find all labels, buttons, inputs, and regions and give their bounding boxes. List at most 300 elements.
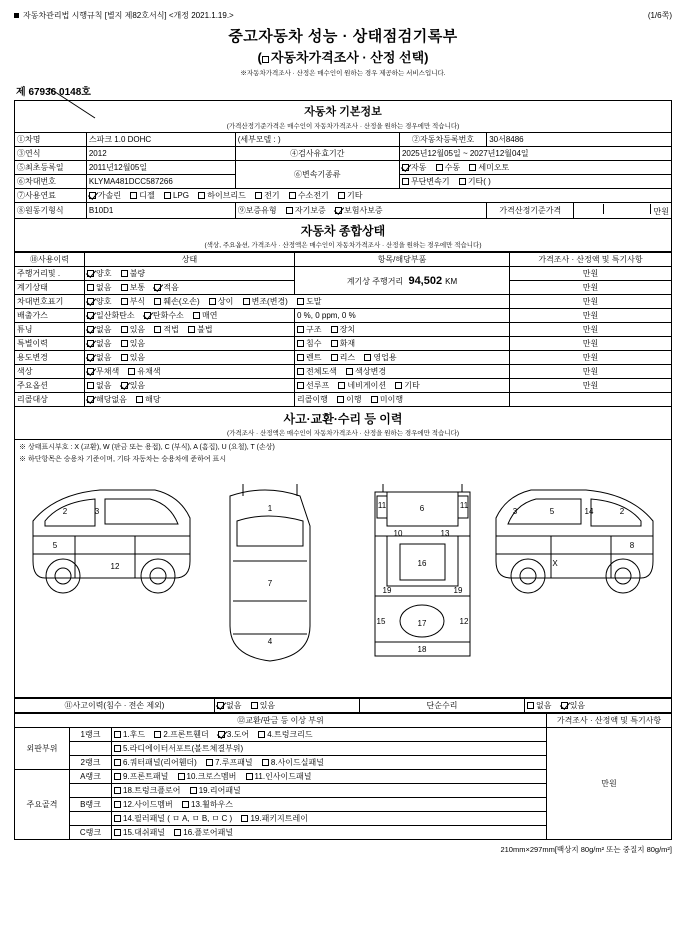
row-label-options: 주요옵션: [15, 379, 85, 393]
row-state-color: [85, 365, 295, 379]
label-year: ③연식: [15, 147, 87, 161]
mileage-opt-bad[interactable]: 불량: [121, 268, 145, 279]
price-meter: 만원: [510, 281, 672, 295]
svg-text:1: 1: [267, 504, 273, 513]
price-tuning: 만원: [510, 323, 672, 337]
car-diagrams: [15, 466, 671, 678]
trans-opt-cvt-checkbox[interactable]: [402, 178, 409, 185]
part-dash-panel[interactable]: 15.대쉬패널: [114, 827, 165, 838]
basic-info-band-title: 자동차 기본정보: [304, 106, 382, 118]
basic-info-band-note: (가격산정기준가격은 매수인이 자동차가격조사 · 산정을 원하는 경우에만 적습니다): [226, 123, 460, 130]
tuning-opt-illegal[interactable]: 불법: [188, 324, 212, 335]
row-state-options: [85, 379, 295, 393]
label-plate: ②자동차등록번호: [399, 133, 486, 147]
part-door-checkbox[interactable]: [218, 731, 225, 738]
tuning-opt-yes[interactable]: 있음: [121, 324, 145, 335]
recall-item-done[interactable]: 이행: [337, 394, 361, 405]
options-opt-yes[interactable]: 있음: [121, 380, 145, 391]
svg-text:13: 13: [440, 529, 450, 538]
value-car-name: 스파크 1.0 DOHC: [86, 133, 235, 147]
parts-rank-blank2: [70, 784, 112, 798]
svg-text:18: 18: [417, 645, 427, 654]
tuning-opt-none-checkbox[interactable]: [87, 326, 94, 333]
trans-opt-other-checkbox[interactable]: [459, 178, 466, 185]
fuel-opt-gasoline-checkbox[interactable]: [89, 192, 96, 199]
svg-text:19: 19: [453, 586, 463, 595]
usechange-item-lease[interactable]: 리스: [331, 352, 355, 363]
accident-opt-none[interactable]: 없음: [217, 700, 241, 711]
svg-text:6: 6: [419, 504, 425, 513]
price-vin-mark: 만원: [510, 295, 672, 309]
fuel-opt-hydrogen-checkbox[interactable]: [289, 192, 296, 199]
svg-text:8: 8: [629, 541, 635, 550]
svg-text:11: 11: [377, 501, 387, 510]
color-item-changed-checkbox[interactable]: [346, 368, 353, 375]
repair-opt-none-checkbox[interactable]: [527, 702, 534, 709]
emission-opt-hc[interactable]: 탄화수소: [144, 310, 184, 321]
svg-text:12: 12: [110, 562, 120, 571]
svg-text:4: 4: [267, 637, 273, 646]
parts-rank-a: A랭크: [70, 770, 112, 784]
svg-text:3: 3: [512, 507, 518, 516]
label-simple-repair: 단순수리: [360, 699, 525, 713]
part-side-member-checkbox[interactable]: [114, 801, 121, 808]
simple-repair-options: [525, 699, 672, 713]
color-opt-chromatic[interactable]: 유채색: [128, 366, 160, 377]
part-rear-panel-checkbox[interactable]: [190, 787, 197, 794]
tuning-opt-legal[interactable]: 적법: [154, 324, 178, 335]
accident-opt-yes[interactable]: 있음: [251, 700, 275, 711]
options-item-navigation-checkbox[interactable]: [338, 382, 345, 389]
color-item-repaint-checkbox[interactable]: [297, 368, 304, 375]
part-front-fender[interactable]: 2.프론트휀더: [154, 729, 208, 740]
usechange-item-lease-checkbox[interactable]: [331, 354, 338, 361]
emission-values: 0 %, 0 ppm, 0 %: [295, 309, 510, 323]
part-package-tray[interactable]: 19.패키지트레이: [241, 813, 308, 824]
value-first-registration: 2011년12월05일: [86, 161, 235, 175]
label-car-name: ①차명: [15, 133, 87, 147]
recall-item-notdone-checkbox[interactable]: [371, 396, 378, 403]
svg-text:12: 12: [459, 617, 469, 626]
row-state-special: [85, 337, 295, 351]
mileage-opt-good[interactable]: 양호: [87, 268, 111, 279]
price-color: 만원: [510, 365, 672, 379]
part-radiator-support[interactable]: 5.라디에이터서포트(볼트체결부위): [114, 743, 243, 754]
usechange-opt-yes-checkbox[interactable]: [121, 354, 128, 361]
fuel-opt-hybrid-checkbox[interactable]: [198, 192, 205, 199]
label-first-registration: ⑤최초등록일: [15, 161, 87, 175]
usechange-item-commercial-checkbox[interactable]: [364, 354, 371, 361]
emission-opt-co-checkbox[interactable]: [87, 312, 94, 319]
transmission-options-row1: [399, 161, 671, 175]
part-trunk-floor[interactable]: 18.트렁크플로어: [114, 785, 181, 796]
vinmark-opt-different[interactable]: 상이: [209, 296, 233, 307]
usechange-items: [295, 351, 510, 365]
recall-opt-yes-checkbox[interactable]: [136, 396, 143, 403]
parts-table: [14, 713, 672, 840]
recall-performed-label: 리콜이행: [297, 395, 328, 404]
vinmark-opt-erased[interactable]: 도말: [297, 296, 321, 307]
subtitle-paren-close: ): [424, 50, 429, 65]
repair-opt-yes-checkbox[interactable]: [561, 702, 568, 709]
part-floor-panel-checkbox[interactable]: [174, 829, 181, 836]
repair-opt-yes[interactable]: 있음: [561, 700, 585, 711]
part-inside-panel-checkbox[interactable]: [246, 773, 253, 780]
part-quarter-panel[interactable]: 6.쿼터패널(리어휀더): [114, 757, 197, 768]
basic-info-table: [14, 100, 672, 219]
accident-opt-none-checkbox[interactable]: [217, 702, 224, 709]
value-year: 2012: [86, 147, 235, 161]
svg-text:7: 7: [267, 579, 273, 588]
repair-opt-none[interactable]: 없음: [527, 700, 551, 711]
svg-text:2: 2: [619, 507, 625, 516]
title-block: [14, 25, 672, 77]
value-inspection-period: 2025년12월05일 ~ 2027년12월04일: [399, 147, 671, 161]
part-front-fender-checkbox[interactable]: [154, 731, 161, 738]
options-item-other[interactable]: 기타: [395, 380, 419, 391]
trans-opt-auto-checkbox[interactable]: [402, 164, 409, 171]
color-item-repaint[interactable]: 전체도색: [297, 366, 337, 377]
mileage-opt-good-checkbox[interactable]: [87, 270, 94, 277]
recall-item-notdone[interactable]: 미이행: [371, 394, 403, 405]
vinmark-opt-altered[interactable]: 변조(변경): [243, 296, 288, 307]
usechange-item-commercial[interactable]: 영업용: [364, 352, 396, 363]
options-item-sunroof-checkbox[interactable]: [297, 382, 304, 389]
svg-text:16: 16: [417, 559, 427, 568]
header-regulation-text: 자동차관리법 시행규칙 [별지 제82호서식] <개정 2021.1.19.>: [23, 11, 234, 20]
parts-title: ⑫교환/판금 등 이상 부위: [15, 714, 547, 728]
recall-items: [295, 393, 510, 407]
accident-band-title: 사고·교환·수리 등 이력: [283, 412, 403, 426]
part-trunk-lid-checkbox[interactable]: [258, 731, 265, 738]
part-front-panel-checkbox[interactable]: [114, 773, 121, 780]
warranty-opt-insurer[interactable]: 보험사보증: [335, 205, 383, 216]
document-number: 제 67936 0148호: [16, 87, 91, 98]
row-label-tuning: 튜닝: [15, 323, 85, 337]
recall-opt-none-checkbox[interactable]: [87, 396, 94, 403]
condition-band: [14, 219, 672, 252]
svg-text:3: 3: [94, 507, 100, 516]
special-item-flood-checkbox[interactable]: [297, 340, 304, 347]
color-item-changed[interactable]: 색상변경: [346, 366, 386, 377]
special-item-fire-checkbox[interactable]: [331, 340, 338, 347]
label-inspection-period: ④검사유효기간: [235, 147, 399, 161]
subtitle-option-label: 자동차가격조사 · 산정 선택: [270, 50, 425, 65]
emission-opt-smoke[interactable]: 매연: [193, 310, 217, 321]
trans-opt-auto[interactable]: 자동: [402, 162, 426, 173]
fuel-opt-diesel[interactable]: 디젤: [130, 190, 154, 201]
price-survey-checkbox[interactable]: [262, 56, 269, 63]
fuel-opt-lpg-checkbox[interactable]: [164, 192, 171, 199]
part-dash-panel-checkbox[interactable]: [114, 829, 121, 836]
part-package-tray-checkbox[interactable]: [241, 815, 248, 822]
trans-opt-manual[interactable]: 수동: [436, 162, 460, 173]
special-item-flood[interactable]: 침수: [297, 338, 321, 349]
part-pillar-panel-checkbox[interactable]: [114, 815, 121, 822]
part-roof-panel[interactable]: 7.루프패널: [206, 757, 253, 768]
vinmark-opt-damage[interactable]: 훼손(오손): [154, 296, 199, 307]
document-title: 중고자동차 성능 · 상태점검기록부: [228, 28, 458, 45]
warranty-opt-insurer-checkbox[interactable]: [335, 207, 342, 214]
vinmark-opt-damage-checkbox[interactable]: [154, 298, 161, 305]
svg-text:5: 5: [549, 507, 555, 516]
part-quarter-panel-checkbox[interactable]: [114, 759, 121, 766]
usechange-item-rent[interactable]: 렌트: [297, 352, 321, 363]
parts-price-head: 가격조사 · 산정액 및 특기사항: [547, 714, 672, 728]
emission-opt-smoke-checkbox[interactable]: [193, 312, 200, 319]
fuel-opt-electric-checkbox[interactable]: [255, 192, 262, 199]
svg-text:10: 10: [393, 529, 403, 538]
row-state-usechange: [85, 351, 295, 365]
car-diagram-svg: [15, 466, 671, 674]
color-opt-achromatic[interactable]: 무채색: [87, 366, 119, 377]
parts-row-frame-2: [112, 784, 547, 798]
svg-text:14: 14: [584, 507, 594, 516]
transmission-options-row2: [399, 175, 671, 189]
recall-item-done-checkbox[interactable]: [337, 396, 344, 403]
row-state-meter: [85, 281, 295, 295]
part-floor-panel[interactable]: 16.플로어패널: [174, 827, 233, 838]
parts-row-frame-4: [112, 812, 547, 826]
part-radiator-support-checkbox[interactable]: [114, 745, 121, 752]
fuel-opt-other[interactable]: 기타: [338, 190, 362, 201]
part-side-sill-checkbox[interactable]: [262, 759, 269, 766]
meter-opt-none-checkbox[interactable]: [87, 284, 94, 291]
parts-rank-c: C랭크: [70, 826, 112, 840]
row-label-mileage: 주행거리및 .: [15, 267, 85, 281]
value-base-price: [574, 203, 672, 219]
trans-opt-cvt[interactable]: 무단변속기: [402, 176, 450, 187]
fuel-options: [86, 189, 671, 203]
parts-row-ext-2: [112, 742, 547, 756]
part-hood[interactable]: 1.후드: [114, 729, 145, 740]
part-trunk-lid[interactable]: 4.트렁크리드: [258, 729, 312, 740]
parts-row-frame-5: [112, 826, 547, 840]
label-transmission: ⑥변속기종류: [235, 161, 399, 189]
condition-col-usage: ⑩사용이력: [15, 253, 85, 267]
tuning-opt-legal-checkbox[interactable]: [154, 326, 161, 333]
color-opt-chromatic-checkbox[interactable]: [128, 368, 135, 375]
tuning-opt-yes-checkbox[interactable]: [121, 326, 128, 333]
part-hood-checkbox[interactable]: [114, 731, 121, 738]
trans-opt-semiauto-checkbox[interactable]: [469, 164, 476, 171]
page-number: (1/6쪽): [647, 11, 672, 20]
part-pillar-panel[interactable]: 14.필러패널 ( ㅁ A, ㅁ B, ㅁ C ): [114, 813, 232, 824]
parts-row-frame-3: [112, 798, 547, 812]
meter-opt-few[interactable]: 적음: [154, 282, 178, 293]
tuning-opt-none[interactable]: 없음: [87, 324, 111, 335]
options-items: [295, 379, 510, 393]
title-note: ※자동차가격조사 · 산정은 매수인이 원하는 경우 제공하는 서비스입니다.: [240, 70, 446, 77]
parts-row-ext-1: [112, 728, 547, 742]
vinmark-opt-altered-checkbox[interactable]: [243, 298, 250, 305]
fuel-opt-gasoline[interactable]: 가솔린: [89, 190, 121, 201]
parts-row-frame-1: [112, 770, 547, 784]
part-side-member[interactable]: 12.사이드멤버: [114, 799, 173, 810]
svg-text:X: X: [552, 559, 558, 568]
part-rear-panel[interactable]: 19.리어패널: [190, 785, 241, 796]
tuning-opt-illegal-checkbox[interactable]: [188, 326, 195, 333]
part-side-sill[interactable]: 8.사이드실패널: [262, 757, 324, 768]
fuel-opt-other-checkbox[interactable]: [338, 192, 345, 199]
options-item-other-checkbox[interactable]: [395, 382, 402, 389]
warranty-opt-self-checkbox[interactable]: [286, 207, 293, 214]
svg-text:11: 11: [459, 501, 469, 510]
row-state-tuning: [85, 323, 295, 337]
vinmark-opt-erased-checkbox[interactable]: [297, 298, 304, 305]
meter-opt-normal-checkbox[interactable]: [121, 284, 128, 291]
options-item-navigation[interactable]: 네비게이션: [338, 380, 386, 391]
damage-diagram-section: [14, 440, 672, 698]
tuning-item-structure-checkbox[interactable]: [297, 326, 304, 333]
options-item-sunroof[interactable]: 선루프: [297, 380, 329, 391]
warranty-opt-self[interactable]: 자기보증: [286, 205, 326, 216]
condition-table: [14, 252, 672, 407]
usechange-opt-none[interactable]: 없음: [87, 352, 111, 363]
label-base-price: 가격산정기준가격: [487, 203, 574, 219]
fuel-opt-electric[interactable]: 전기: [255, 190, 279, 201]
parts-rank-blank1: [70, 742, 112, 756]
svg-text:17: 17: [417, 619, 427, 628]
accident-band-note: (가격조사 · 산정액은 매수인이 자동차가격조사 · 산정을 원하는 경우에만 적습니다): [226, 430, 460, 437]
part-cross-member-checkbox[interactable]: [178, 773, 185, 780]
document-header: [14, 10, 672, 21]
mileage-opt-bad-checkbox[interactable]: [121, 270, 128, 277]
signature-stroke-icon: [45, 86, 105, 120]
special-opt-yes[interactable]: 있음: [121, 338, 145, 349]
detail-model-value: ): [277, 135, 281, 144]
emission-opt-co[interactable]: 일산화탄소: [87, 310, 135, 321]
price-mileage: 만원: [510, 267, 672, 281]
color-opt-achromatic-checkbox[interactable]: [87, 368, 94, 375]
condition-band-note: (색상, 주요옵션, 가격조사 · 산정액은 매수인이 자동차가격조사 · 산정을 원하는 경우에만 적습니다): [204, 242, 482, 249]
paper-spec-footer: 210mm×297mm[백상지 80g/m² 또는 중질지 80g/m²]: [500, 845, 672, 854]
fuel-opt-hydrogen[interactable]: 수소전기: [289, 190, 329, 201]
price-emission: 만원: [510, 309, 672, 323]
svg-text:15: 15: [376, 617, 386, 626]
row-label-special: 특별이력: [15, 337, 85, 351]
base-price-unit: 만원: [653, 207, 669, 216]
parts-price-value: 만원: [547, 728, 672, 840]
trans-opt-other[interactable]: 기타( ): [459, 176, 491, 187]
condition-col-state: 상태: [85, 253, 295, 267]
usechange-item-rent-checkbox[interactable]: [297, 354, 304, 361]
price-options: 만원: [510, 379, 672, 393]
condition-band-title: 자동차 종합상태: [300, 224, 386, 238]
row-label-recall: 리콜대상: [15, 393, 85, 407]
options-opt-yes-checkbox[interactable]: [121, 382, 128, 389]
label-accident-history: ⑪사고이력(침수 · 전손 제외): [15, 699, 215, 713]
row-label-vin-mark: 차대번호표기: [15, 295, 85, 309]
label-detail-model: (세부모델 :: [237, 135, 278, 144]
price-special: 만원: [510, 337, 672, 351]
part-wheel-house[interactable]: 13.휠하우스: [182, 799, 233, 810]
odometer-value: 계기상 주행거리 94,502 KM: [295, 267, 510, 295]
row-label-meter: 계기상태: [15, 281, 85, 295]
parts-rank-2: 2랭크: [70, 756, 112, 770]
fuel-opt-hybrid[interactable]: 하이브리드: [198, 190, 246, 201]
parts-group-frame: 주요골격: [15, 770, 70, 840]
vinmark-opt-corrosion-checkbox[interactable]: [121, 298, 128, 305]
row-state-mileage: [85, 267, 295, 281]
vinmark-opt-different-checkbox[interactable]: [209, 298, 216, 305]
vinmark-opt-good-checkbox[interactable]: [87, 298, 94, 305]
price-usechange: 만원: [510, 351, 672, 365]
fuel-opt-diesel-checkbox[interactable]: [130, 192, 137, 199]
price-recall: [510, 393, 672, 407]
special-opt-yes-checkbox[interactable]: [121, 340, 128, 347]
row-label-usechange: 용도변경: [15, 351, 85, 365]
warranty-label: ⑨보증유형: [237, 206, 277, 215]
value-vin: KLYMA481DCC587266: [86, 175, 235, 189]
parts-rank-1: 1랭크: [70, 728, 112, 742]
trans-opt-manual-checkbox[interactable]: [436, 164, 443, 171]
svg-text:19: 19: [382, 586, 392, 595]
special-item-fire[interactable]: 화재: [331, 338, 355, 349]
row-label-emission: 배출가스: [15, 309, 85, 323]
emission-opt-hc-checkbox[interactable]: [144, 312, 151, 319]
parts-row-ext-3: [112, 756, 547, 770]
subtitle-paren-open: (: [257, 50, 262, 65]
part-cross-member[interactable]: 10.크로스멤버: [178, 771, 237, 782]
tuning-item-structure[interactable]: 구조: [297, 324, 321, 335]
accident-opt-yes-checkbox[interactable]: [251, 702, 258, 709]
row-state-emission: [85, 309, 295, 323]
svg-text:2: 2: [62, 507, 68, 516]
part-door[interactable]: 3.도어: [218, 729, 249, 740]
part-trunk-floor-checkbox[interactable]: [114, 787, 121, 794]
usechange-opt-yes[interactable]: 있음: [121, 352, 145, 363]
parts-group-exterior: 외판부위: [15, 728, 70, 770]
special-opt-none-checkbox[interactable]: [87, 340, 94, 347]
tuning-item-device-checkbox[interactable]: [331, 326, 338, 333]
part-inside-panel[interactable]: 11.인사이드패널: [246, 771, 312, 782]
condition-col-items: 항목/해당부품: [295, 253, 510, 267]
trans-opt-semiauto[interactable]: 세미오토: [469, 162, 509, 173]
recall-opt-yes[interactable]: 해당: [136, 394, 160, 405]
meter-opt-none[interactable]: 없음: [87, 282, 111, 293]
options-opt-none-checkbox[interactable]: [87, 382, 94, 389]
value-detail-model: [235, 133, 399, 147]
usechange-opt-none-checkbox[interactable]: [87, 354, 94, 361]
part-roof-panel-checkbox[interactable]: [206, 759, 213, 766]
tuning-item-device[interactable]: 장치: [331, 324, 355, 335]
part-wheel-house-checkbox[interactable]: [182, 801, 189, 808]
bullet-icon: [14, 13, 19, 18]
vinmark-opt-corrosion[interactable]: 부식: [121, 296, 145, 307]
row-state-recall: [85, 393, 295, 407]
color-items: [295, 365, 510, 379]
value-plate: 30서8486: [487, 133, 672, 147]
options-opt-none[interactable]: 없음: [87, 380, 111, 391]
row-label-color: 색상: [15, 365, 85, 379]
svg-text:5: 5: [52, 541, 58, 550]
diagram-note-2: ※ 하단항목은 승용차 기준이며, 기타 자동차는 승용차에 준하여 표시: [19, 456, 227, 463]
recall-opt-none[interactable]: 해당없음: [87, 394, 127, 405]
label-fuel: ⑦사용연료: [15, 189, 87, 203]
label-vin: ⑥차대번호: [15, 175, 87, 189]
special-opt-none[interactable]: 없음: [87, 338, 111, 349]
meter-opt-few-checkbox[interactable]: [154, 284, 161, 291]
tuning-items: [295, 323, 510, 337]
accident-history-options: [215, 699, 360, 713]
parts-rank-b: B랭크: [70, 798, 112, 812]
fuel-opt-lpg[interactable]: LPG: [164, 191, 189, 200]
meter-opt-normal[interactable]: 보통: [121, 282, 145, 293]
vinmark-opt-good[interactable]: 양호: [87, 296, 111, 307]
part-front-panel[interactable]: 9.프론트패널: [114, 771, 168, 782]
condition-col-price: 가격조사 · 산정액 및 특기사항: [510, 253, 672, 267]
